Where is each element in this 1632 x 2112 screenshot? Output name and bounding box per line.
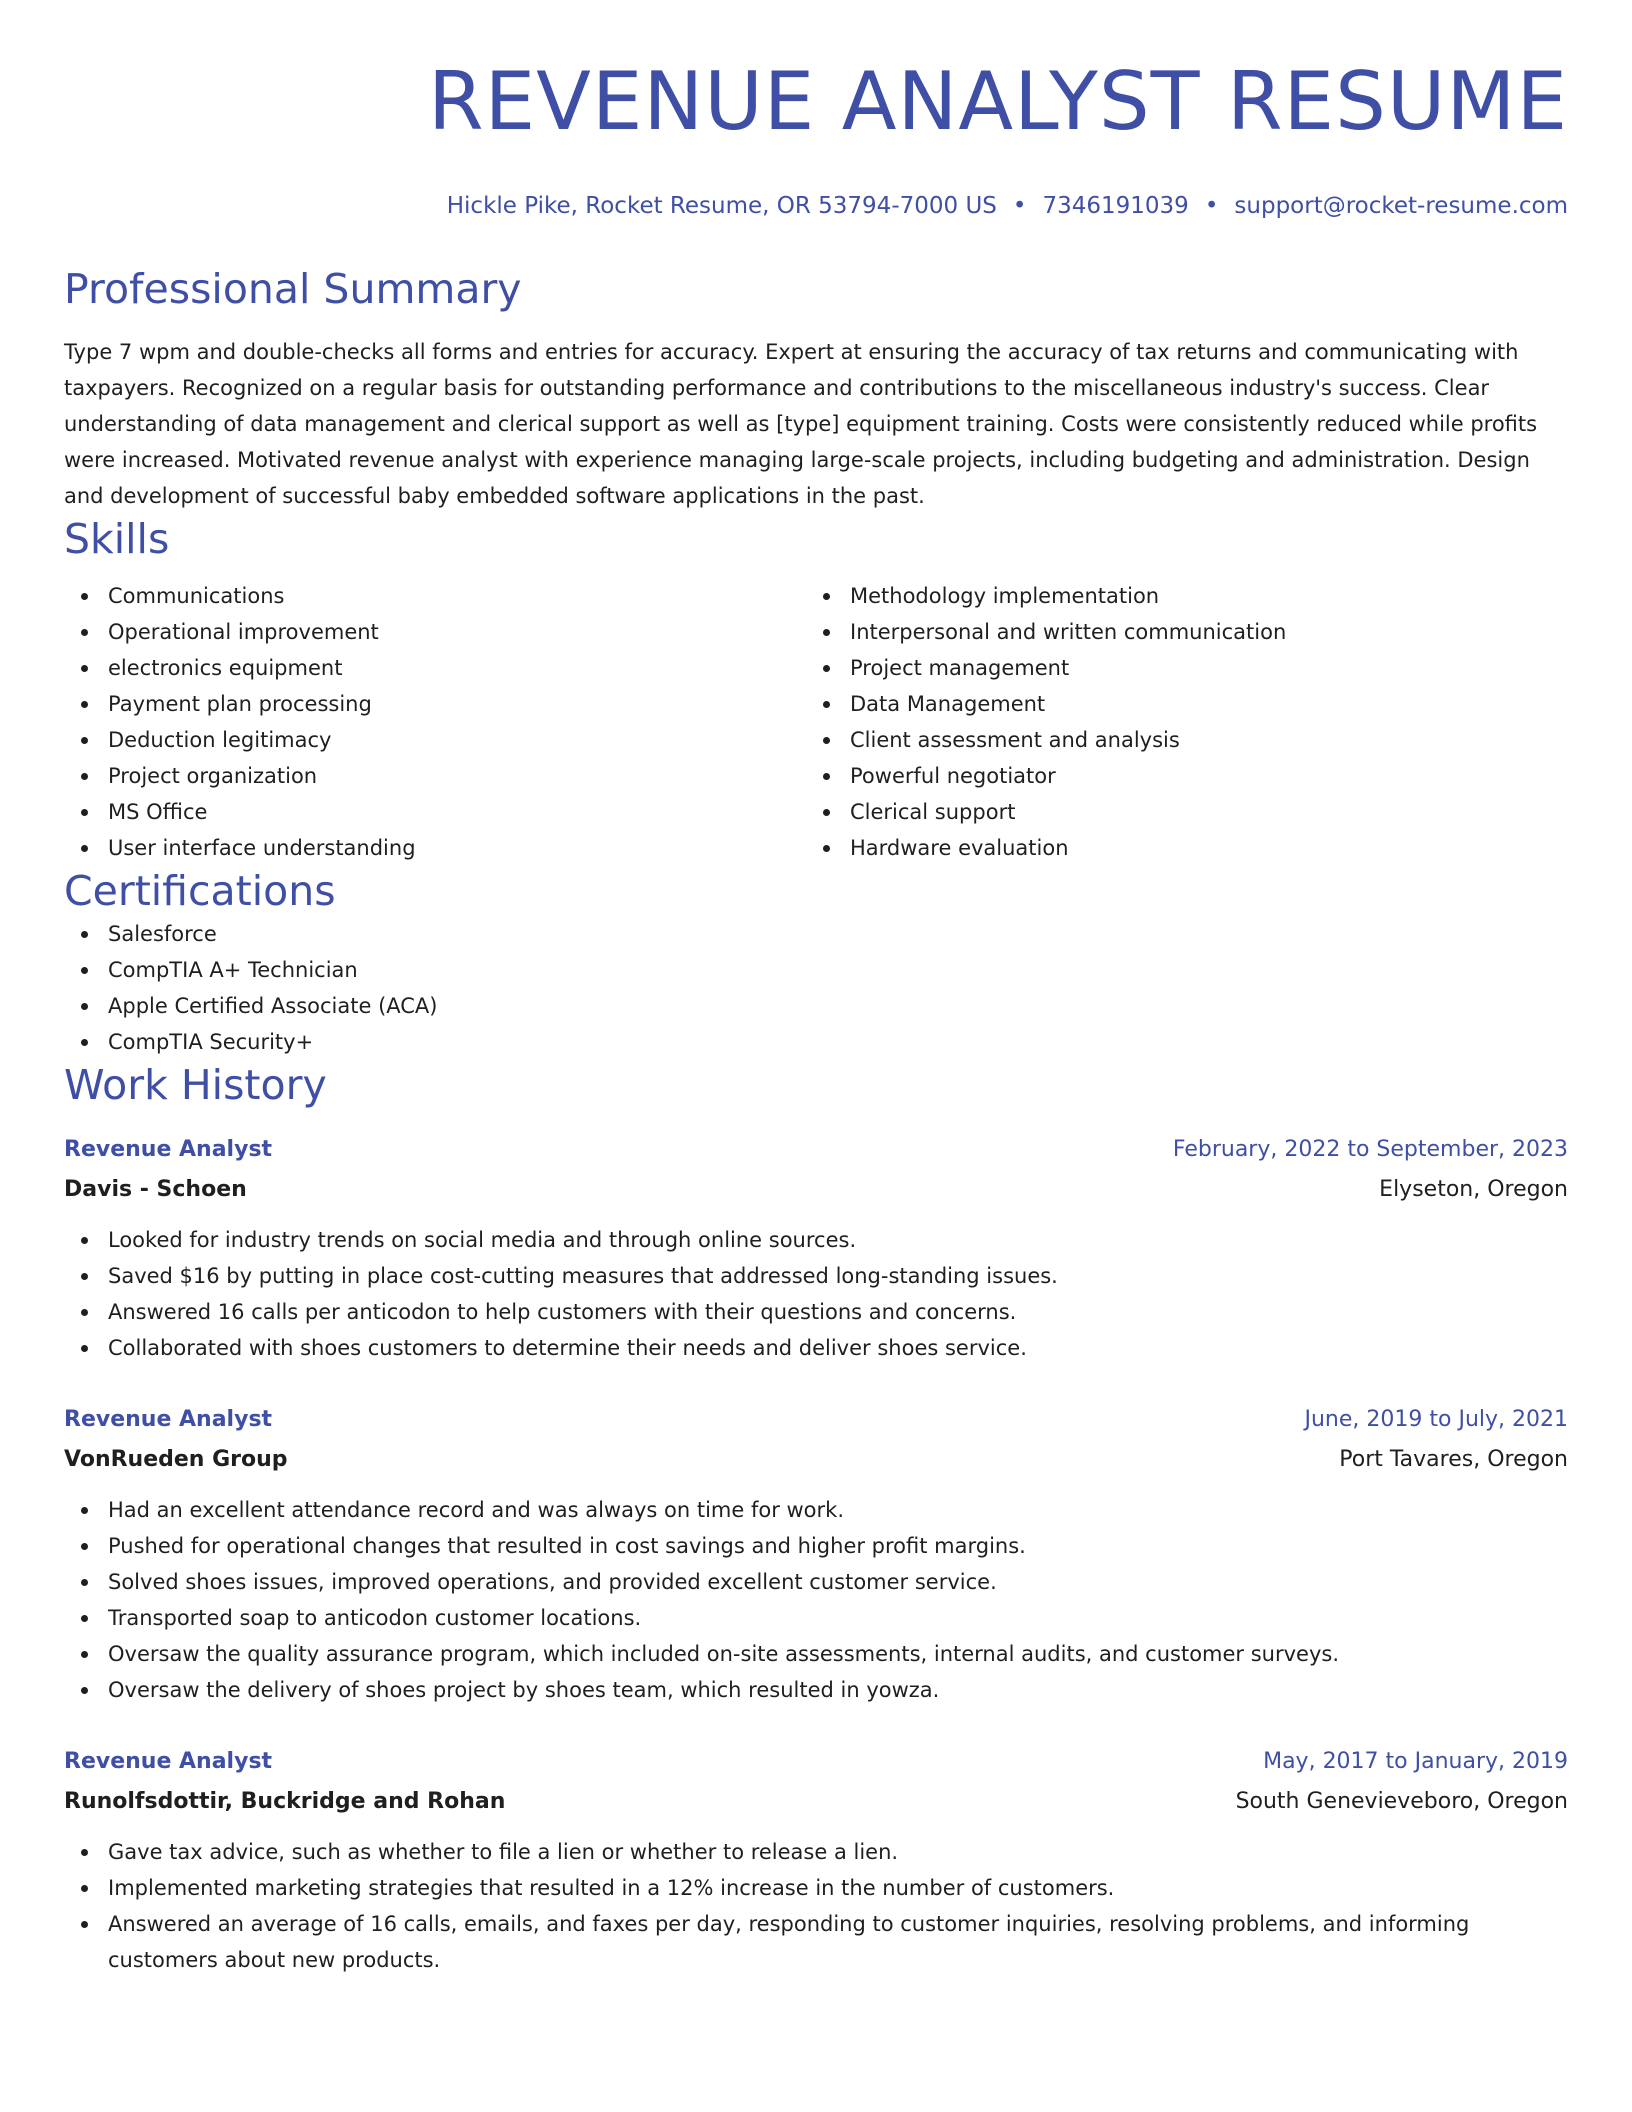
skill-item: Hardware evaluation bbox=[806, 830, 1548, 866]
job-bullets bbox=[64, 1834, 1568, 1978]
skills-heading: Skills bbox=[64, 515, 170, 563]
job-bullet: Solved shoes issues, improved operations, and provided excellent customer service. bbox=[64, 1564, 1568, 1600]
job-bullet: Looked for industry trends on social media and through online sources. bbox=[64, 1222, 1568, 1258]
contact-separator: • bbox=[1012, 193, 1027, 219]
job-dates: February, 2022 to September, 2023 bbox=[1172, 1137, 1568, 1162]
skill-item: electronics equipment bbox=[64, 650, 806, 686]
job-bullet: Implemented marketing strategies that resulted in a 12% increase in the number of customers. bbox=[64, 1870, 1568, 1906]
job-location: Port Tavares, Oregon bbox=[1339, 1447, 1568, 1472]
skill-item: Communications bbox=[64, 578, 806, 614]
job-dates: May, 2017 to January, 2019 bbox=[1263, 1749, 1568, 1774]
contact-separator: • bbox=[1204, 193, 1219, 219]
skills-column-left bbox=[64, 578, 806, 866]
job-bullet: Oversaw the quality assurance program, which included on-site assessments, internal audits, and customer surveys. bbox=[64, 1636, 1568, 1672]
job-dates: June, 2019 to July, 2021 bbox=[1304, 1407, 1568, 1432]
job-bullet: Answered 16 calls per anticodon to help customers with their questions and concerns. bbox=[64, 1294, 1568, 1330]
skill-item: Operational improvement bbox=[64, 614, 806, 650]
certification-item: Apple Certified Associate (ACA) bbox=[64, 988, 1568, 1024]
certification-item: CompTIA A+ Technician bbox=[64, 952, 1568, 988]
certification-item: Salesforce bbox=[64, 916, 1568, 952]
skill-item: Interpersonal and written communication bbox=[806, 614, 1548, 650]
contact-email[interactable]: support@rocket-resume.com bbox=[1234, 193, 1568, 219]
job-bullet: Had an excellent attendance record and was always on time for work. bbox=[64, 1492, 1568, 1528]
resume-header bbox=[64, 0, 1568, 222]
summary-heading: Professional Summary bbox=[64, 265, 522, 313]
skill-item: Clerical support bbox=[806, 794, 1548, 830]
certification-item: CompTIA Security+ bbox=[64, 1024, 1568, 1060]
job-title: Revenue Analyst bbox=[64, 1407, 273, 1432]
job-company: Davis - Schoen bbox=[64, 1177, 247, 1202]
skill-item: User interface understanding bbox=[64, 830, 806, 866]
contact-phone: 7346191039 bbox=[1042, 193, 1189, 219]
skills-column-right bbox=[806, 578, 1548, 866]
skill-item: Methodology implementation bbox=[806, 578, 1548, 614]
skill-item: Payment plan processing bbox=[64, 686, 806, 722]
skill-item: Client assessment and analysis bbox=[806, 722, 1548, 758]
job-location: Elyseton, Oregon bbox=[1379, 1177, 1568, 1202]
skill-item: Deduction legitimacy bbox=[64, 722, 806, 758]
skills-list-right bbox=[806, 578, 1548, 866]
job-header-row bbox=[64, 1130, 1568, 1170]
job-entry bbox=[64, 1742, 1568, 1978]
job-title: Revenue Analyst bbox=[64, 1749, 273, 1774]
job-bullet: Oversaw the delivery of shoes project by shoes team, which resulted in yowza. bbox=[64, 1672, 1568, 1708]
summary-text: Type 7 wpm and double-checks all forms and entries for accuracy. Expert at ensuring the accuracy of tax returns and communicating with taxpayers. Recognized on a regular basis for outstanding performance and contributions to the miscellaneous industry's success. Clear understanding of data management and clerical support as well as [type] equipment training. Costs were consistently reduced while profits were increased. Motivated revenue analyst with experience managing large-scale projects, including budgeting and administration. Design and development of successful baby embedded software applications in the past. bbox=[64, 340, 1538, 508]
job-company-row bbox=[64, 1782, 1568, 1822]
skill-item: MS Office bbox=[64, 794, 806, 830]
job-company-row bbox=[64, 1170, 1568, 1210]
skills-grid bbox=[64, 578, 1568, 866]
job-company-row bbox=[64, 1440, 1568, 1480]
job-bullet: Pushed for operational changes that resulted in cost savings and higher profit margins. bbox=[64, 1528, 1568, 1564]
job-entry bbox=[64, 1130, 1568, 1366]
contact-address: Hickle Pike, Rocket Resume, OR 53794-7000 US bbox=[446, 193, 997, 219]
job-header-row bbox=[64, 1742, 1568, 1782]
skill-item: Powerful negotiator bbox=[806, 758, 1548, 794]
contact-line bbox=[64, 190, 1568, 222]
job-bullet: Transported soap to anticodon customer locations. bbox=[64, 1600, 1568, 1636]
skill-item: Data Management bbox=[806, 686, 1548, 722]
job-location: South Genevieveboro, Oregon bbox=[1235, 1789, 1568, 1814]
resume-title: REVENUE ANALYST RESUME bbox=[427, 55, 1568, 148]
job-bullet: Collaborated with shoes customers to determine their needs and deliver shoes service. bbox=[64, 1330, 1568, 1366]
certifications-list bbox=[64, 916, 1568, 1060]
job-bullet: Gave tax advice, such as whether to file a lien or whether to release a lien. bbox=[64, 1834, 1568, 1870]
work-history-heading: Work History bbox=[64, 1061, 327, 1109]
certifications-heading: Certifications bbox=[64, 867, 336, 915]
skill-item: Project management bbox=[806, 650, 1548, 686]
job-company: Runolfsdottir, Buckridge and Rohan bbox=[64, 1789, 506, 1814]
job-bullet: Saved $16 by putting in place cost-cutting measures that addressed long-standing issues. bbox=[64, 1258, 1568, 1294]
job-bullet: Answered an average of 16 calls, emails, and faxes per day, responding to customer inquiries, resolving problems, and informing customers about new products. bbox=[64, 1906, 1568, 1978]
job-entry bbox=[64, 1400, 1568, 1708]
job-header-row bbox=[64, 1400, 1568, 1440]
job-bullets bbox=[64, 1492, 1568, 1708]
skills-list-left bbox=[64, 578, 806, 866]
job-title: Revenue Analyst bbox=[64, 1137, 273, 1162]
job-bullets bbox=[64, 1222, 1568, 1366]
skill-item: Project organization bbox=[64, 758, 806, 794]
job-company: VonRueden Group bbox=[64, 1447, 288, 1472]
